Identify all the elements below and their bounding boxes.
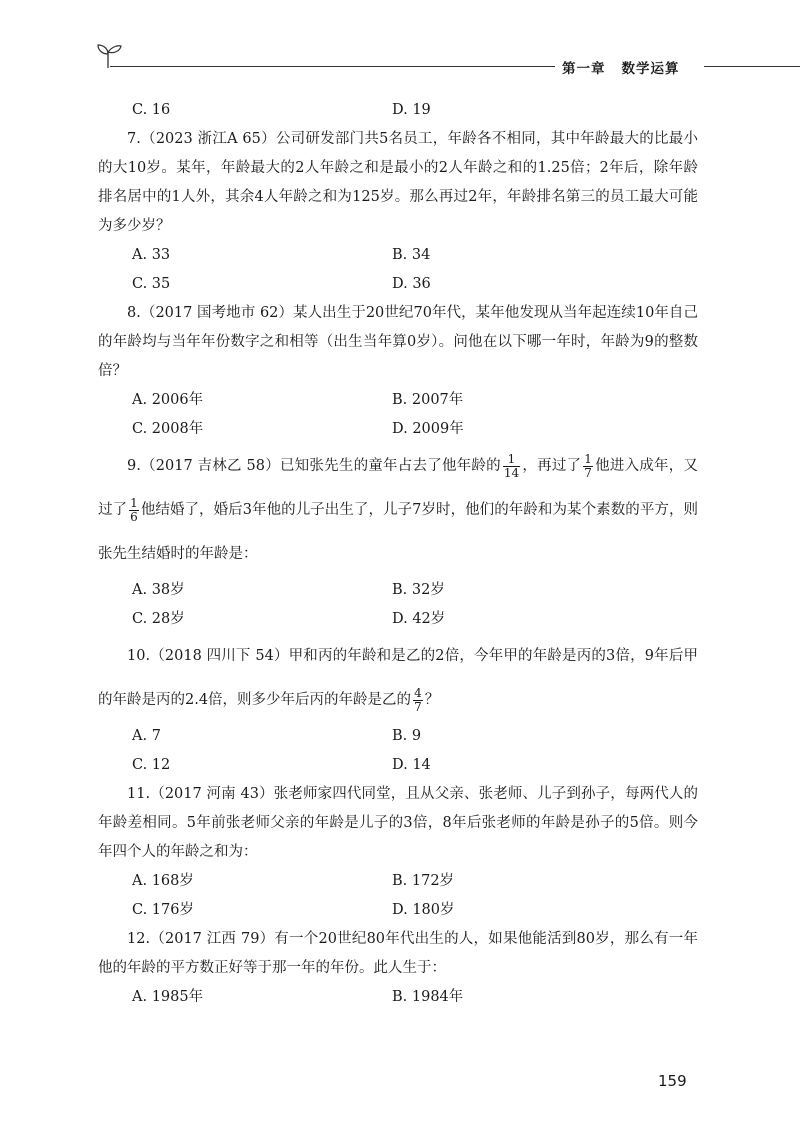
option-b: B. 1984年 xyxy=(392,989,464,1005)
chapter-label: 第一章 xyxy=(562,61,606,77)
options-row xyxy=(98,605,698,634)
option-a: A. 38岁 xyxy=(132,582,185,598)
option-c: C. 35 xyxy=(132,276,171,292)
options-row xyxy=(98,270,698,299)
option-d: D. 42岁 xyxy=(392,611,446,627)
fraction-denominator: 7 xyxy=(414,699,422,714)
fraction-denominator: 6 xyxy=(130,509,138,524)
fraction xyxy=(129,497,139,524)
option-b: B. 172岁 xyxy=(392,873,455,889)
fraction-denominator: 7 xyxy=(584,465,592,480)
option-d: D. 19 xyxy=(392,102,431,118)
fraction-numerator: 1 xyxy=(584,451,592,466)
option-d: D. 14 xyxy=(392,757,431,773)
running-header xyxy=(92,40,800,80)
section-label: 数学运算 xyxy=(621,61,680,77)
options-row xyxy=(98,722,698,751)
option-b: B. 32岁 xyxy=(392,582,445,598)
question-text: 9.（2017 吉林乙 58）已知张先生的童年占去了他年龄的 xyxy=(127,458,501,474)
question-12: 12.（2017 江西 79）有一个20世纪80年代出生的人，如果他能活到80岁，那么有一年他的年龄的平方数正好等于那一年的年份。此人生于： xyxy=(98,931,698,976)
header-rule-left xyxy=(110,66,555,67)
options-row xyxy=(98,386,698,415)
option-c: C. 12 xyxy=(132,757,171,773)
question-text: 他结婚了，婚后3年他的儿子出生了，儿子7岁时，他们的年龄和为某个素数的平方，则张先生结婚时的年龄是： xyxy=(98,502,699,562)
question-7: 7.（2023 浙江A 65）公司研发部门共5名员工，年龄各不相同，其中年龄最大的比最小的大10岁。某年，年龄最大的2人年龄之和是最小的2人年龄之和的1.25倍；2年后，除年龄排名居中的1人外，其余4人年龄之和为125岁。那么再过2年，年龄排名第三的员工最大可能为多少岁？ xyxy=(98,131,698,234)
question-9 xyxy=(98,444,698,576)
options-row xyxy=(98,751,698,780)
options-row xyxy=(98,896,698,925)
fraction-numerator: 4 xyxy=(414,685,422,700)
option-b: B. 9 xyxy=(392,728,422,744)
option-c: C. 2008年 xyxy=(132,421,204,437)
fraction xyxy=(503,453,520,480)
fraction-denominator: 14 xyxy=(503,465,520,480)
option-d: D. 36 xyxy=(392,276,431,292)
header-rule-right xyxy=(704,66,800,67)
question-text: ，再过了 xyxy=(522,458,582,474)
option-c: C. 16 xyxy=(132,102,171,118)
option-a: A. 2006年 xyxy=(132,392,204,408)
option-a: A. 1985年 xyxy=(132,989,204,1005)
option-a: A. 168岁 xyxy=(132,873,194,889)
option-b: B. 34 xyxy=(392,247,431,263)
fraction xyxy=(413,687,423,714)
option-b: B. 2007年 xyxy=(392,392,464,408)
question-text: 10.（2018 四川下 54）甲和丙的年龄和是乙的2倍，今年甲的年龄是丙的3倍，9年后甲的年龄是丙的2.4倍，则多少年后丙的年龄是乙的 xyxy=(98,648,698,708)
options-row xyxy=(98,867,698,896)
option-c: C. 28岁 xyxy=(132,611,185,627)
question-11: 11.（2017 河南 43）张老师家四代同堂，且从父亲、张老师、儿子到孙子，每两代人的年龄差相同。5年前张老师父亲的年龄是儿子的3倍，8年后张老师的年龄是孙子的5倍。则今年四个人的年龄之和为： xyxy=(98,786,698,860)
option-a: A. 33 xyxy=(132,247,171,263)
options-row xyxy=(98,415,698,444)
question-10 xyxy=(98,634,698,722)
page-number: 159 xyxy=(658,1072,687,1090)
question-8: 8.（2017 国考地市 62）某人出生于20世纪70年代，某年他发现从当年起连续10年自己的年龄均与当年年份数字之和相等（出生当年算0岁）。问他在以下哪一年时，年龄为9的整数倍？ xyxy=(98,305,698,379)
fraction-numerator: 1 xyxy=(503,453,520,467)
options-row xyxy=(98,241,698,270)
options-row xyxy=(98,983,698,1012)
option-d: D. 180岁 xyxy=(392,902,455,918)
fraction xyxy=(583,453,593,480)
option-d: D. 2009年 xyxy=(392,421,464,437)
fraction-numerator: 1 xyxy=(130,495,138,510)
question-text: ？ xyxy=(424,692,440,708)
option-c: C. 176岁 xyxy=(132,902,194,918)
question-text: 他进入成年，又过了 xyxy=(98,458,699,518)
options-row xyxy=(98,576,698,605)
page-content xyxy=(98,96,698,1012)
chapter-title xyxy=(562,57,680,77)
option-a: A. 7 xyxy=(132,728,161,744)
options-row xyxy=(98,96,698,125)
